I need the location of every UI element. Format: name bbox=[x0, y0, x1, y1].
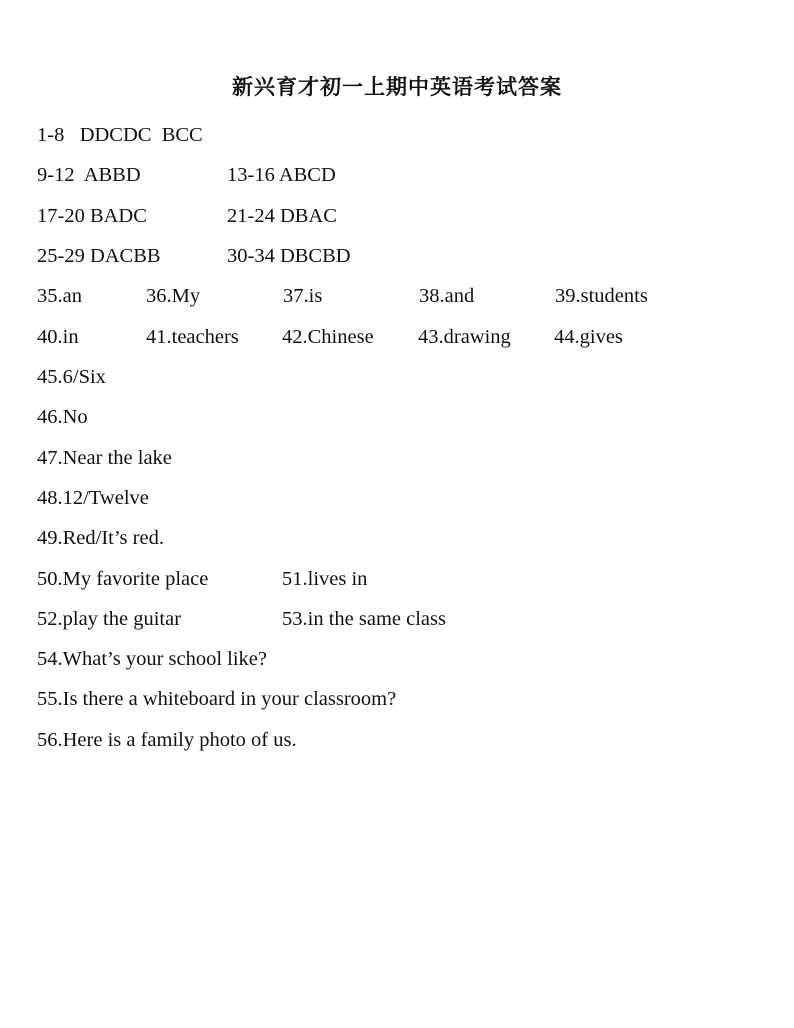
document-title: 新兴育才初一上期中英语考试答案 bbox=[232, 75, 562, 99]
answer-group: 17-20 BADC bbox=[37, 205, 147, 227]
answer-item: 35.an bbox=[37, 285, 82, 307]
answer-item: 51.lives in bbox=[282, 568, 368, 590]
answer-item: 52.play the guitar bbox=[37, 608, 182, 630]
answer-item: 41.teachers bbox=[146, 326, 239, 348]
answer-item: 36.My bbox=[146, 285, 201, 307]
answer-item: 53.in the same class bbox=[282, 608, 446, 630]
answer-item: 44.gives bbox=[554, 326, 623, 348]
answer-item: 43.drawing bbox=[418, 326, 511, 348]
answer-group: 1-8 DDCDC BCC bbox=[37, 124, 203, 146]
answer-group: 9-12 ABBD bbox=[37, 164, 141, 186]
answer-item: 46.No bbox=[37, 406, 88, 428]
answer-item: 55.Is there a whiteboard in your classroom? bbox=[37, 688, 397, 710]
answer-item: 48.12/Twelve bbox=[37, 487, 149, 509]
answer-group: 13-16 ABCD bbox=[227, 164, 336, 186]
answer-item: 40.in bbox=[37, 326, 79, 348]
answer-item: 49.Red/It’s red. bbox=[37, 527, 164, 549]
answer-group: 30-34 DBCBD bbox=[227, 245, 351, 267]
answer-group: 21-24 DBAC bbox=[227, 205, 337, 227]
answer-item: 42.Chinese bbox=[282, 326, 374, 348]
answer-item: 38.and bbox=[419, 285, 475, 307]
answer-item: 54.What’s your school like? bbox=[37, 648, 268, 670]
answer-item: 50.My favorite place bbox=[37, 568, 209, 590]
answer-group: 25-29 DACBB bbox=[37, 245, 161, 267]
answer-item: 37.is bbox=[283, 285, 323, 307]
answer-item: 39.students bbox=[555, 285, 648, 307]
answer-item: 47.Near the lake bbox=[37, 447, 172, 469]
answer-item: 45.6/Six bbox=[37, 366, 106, 388]
answer-item: 56.Here is a family photo of us. bbox=[37, 729, 297, 751]
